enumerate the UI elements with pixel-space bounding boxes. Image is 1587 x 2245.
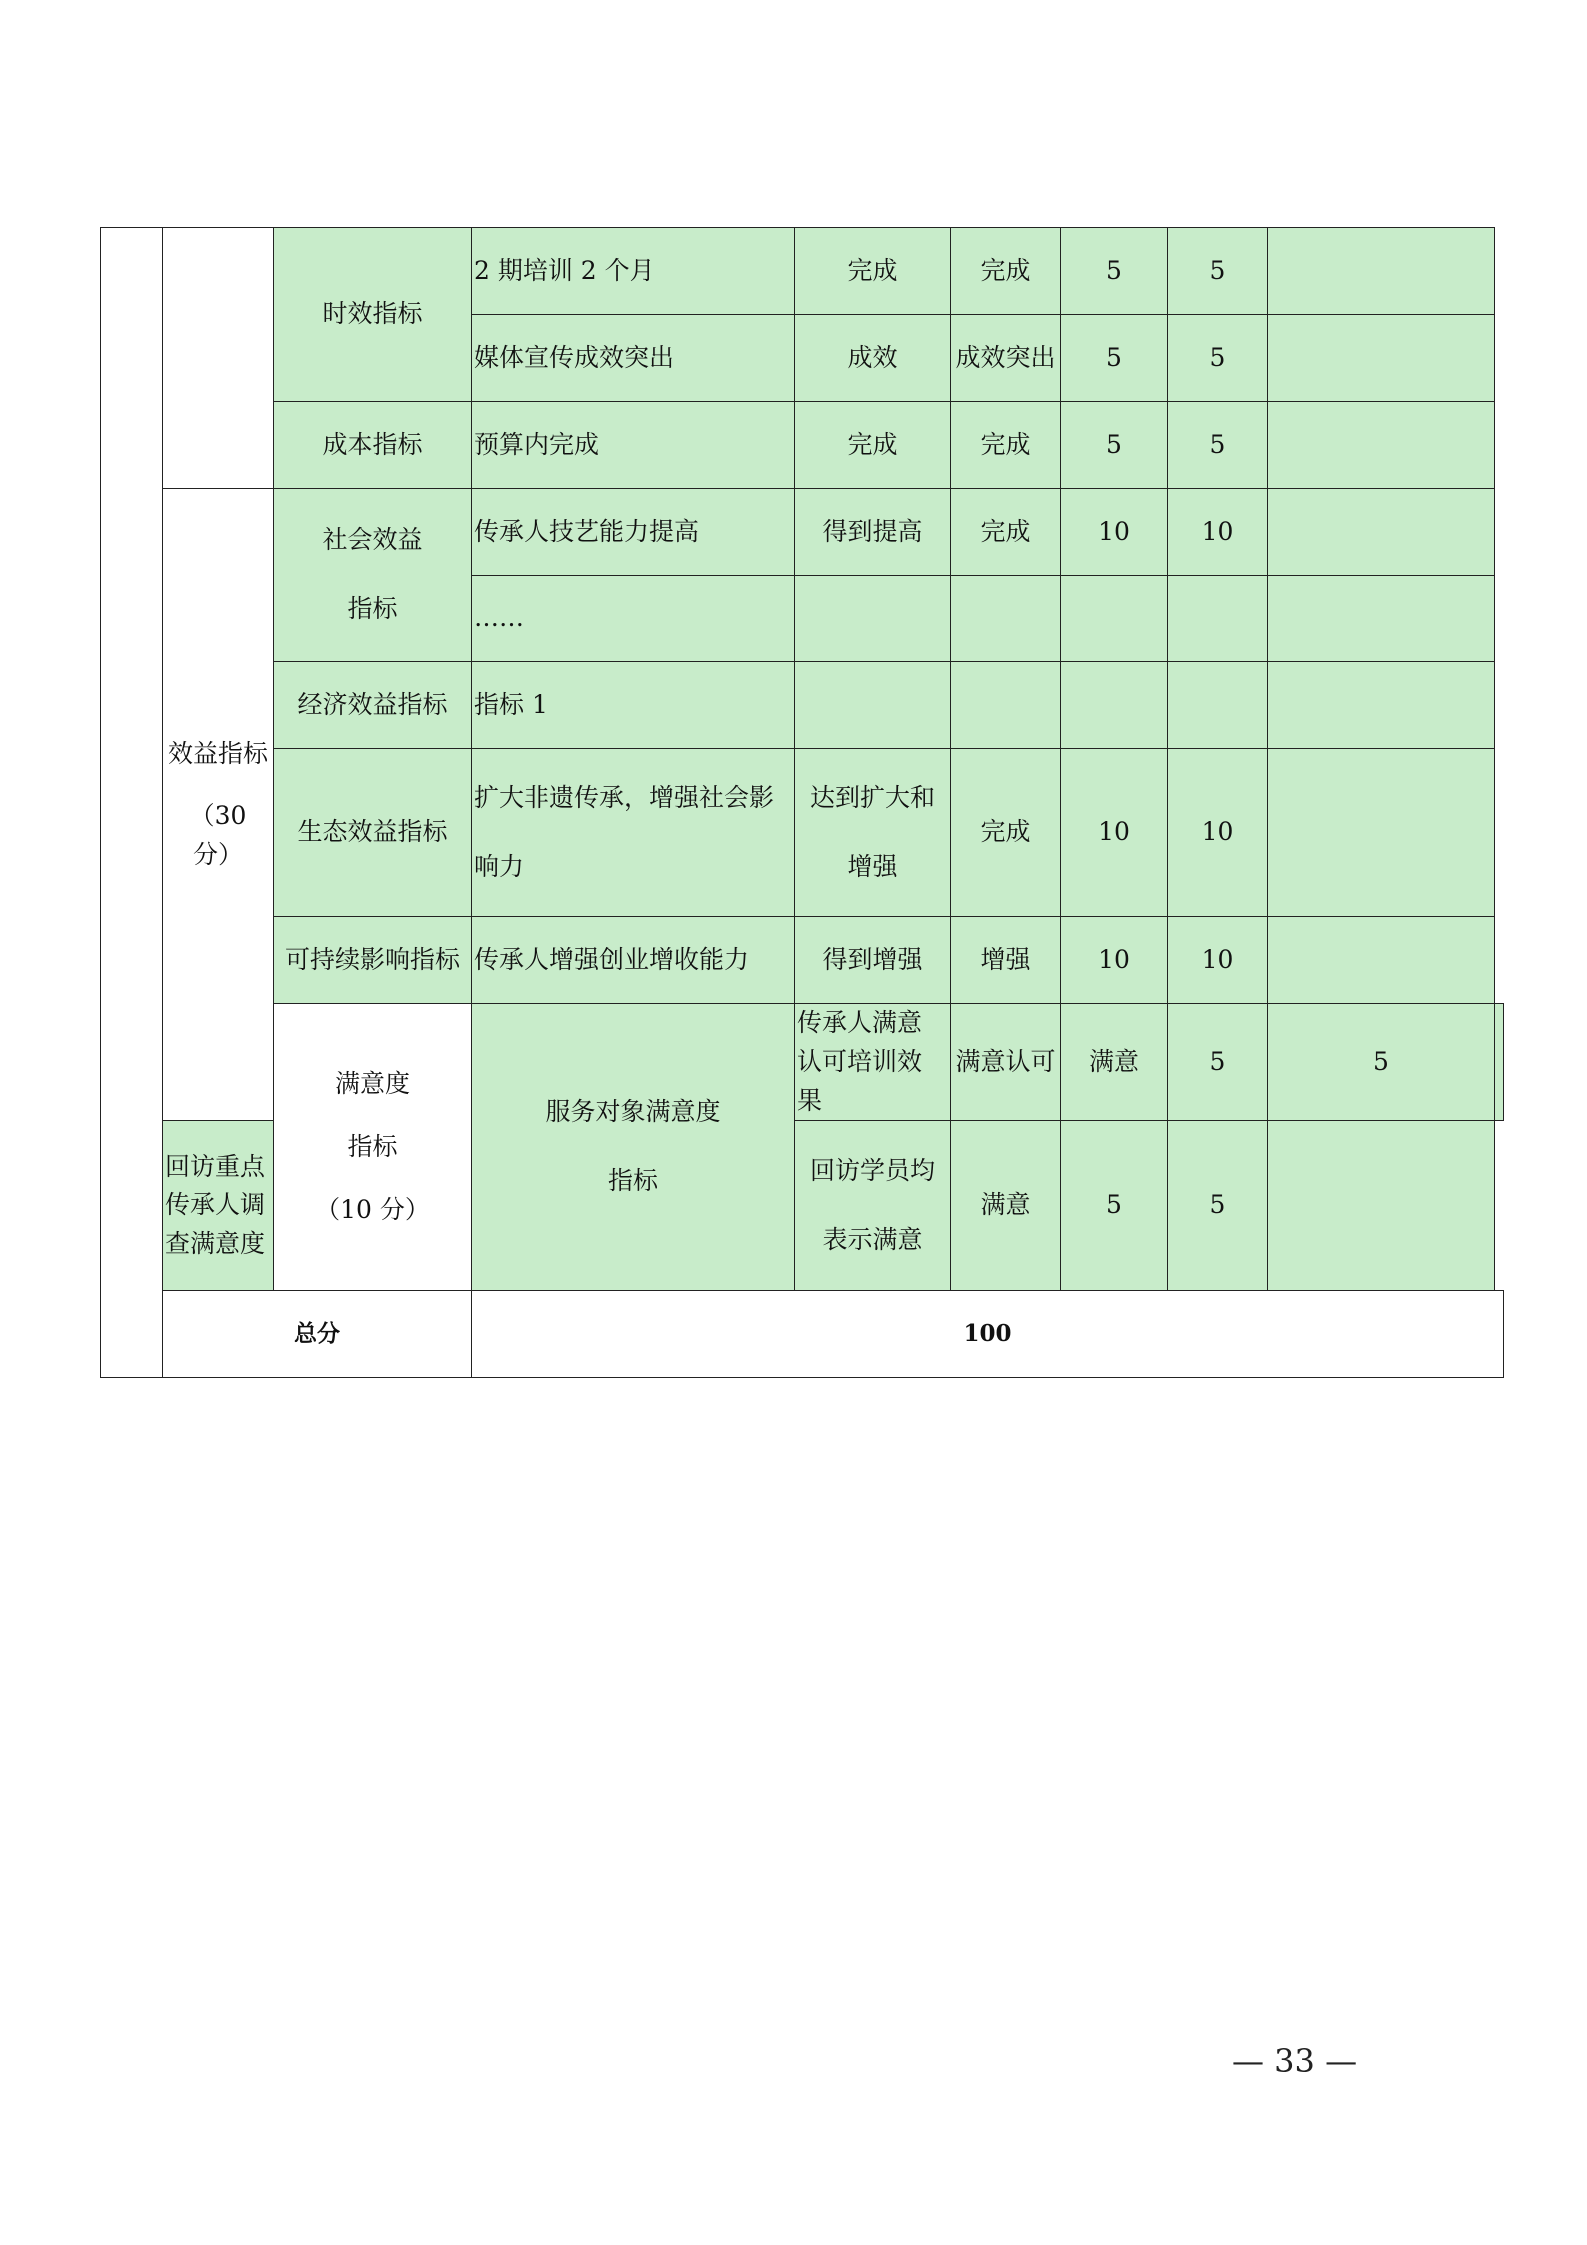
weight-value: 5	[1168, 1004, 1268, 1121]
remark-cell	[1268, 1121, 1495, 1291]
weight-value	[1061, 662, 1168, 749]
remark-cell	[1268, 576, 1495, 662]
target-value: 完成	[795, 402, 951, 489]
indicator-content: 传承人技艺能力提高	[472, 489, 795, 576]
target-value: 满意认可	[951, 1004, 1061, 1121]
target-value	[795, 662, 951, 749]
indicator-content: 传承人增强创业增收能力	[472, 917, 795, 1004]
indicator-content: ……	[472, 576, 795, 662]
remark-cell	[1268, 489, 1495, 576]
remark-cell	[1268, 315, 1495, 402]
score-value: 10	[1168, 917, 1268, 1004]
remark-cell	[1268, 228, 1495, 315]
service-satisfaction-line1: 服务对象满意度	[545, 1097, 721, 1127]
actual-value: 成效突出	[951, 315, 1061, 402]
target-value-line2: 增强	[847, 851, 898, 881]
remark-cell	[1268, 402, 1495, 489]
economic-benefit-indicator-label: 经济效益指标	[274, 662, 472, 749]
social-benefit-line2: 指标	[347, 594, 398, 623]
remark-cell	[1268, 662, 1495, 749]
sustainable-impact-indicator-label: 可持续影响指标	[274, 917, 472, 1004]
weight-value: 5	[1061, 1121, 1168, 1291]
indicator-content: 回访重点传承人调查满意度	[163, 1121, 274, 1291]
target-value: 完成	[795, 228, 951, 315]
actual-value: 完成	[951, 489, 1061, 576]
score-value: 5	[1168, 1121, 1268, 1291]
weight-value: 10	[1061, 489, 1168, 576]
service-satisfaction-line2: 指标	[607, 1166, 658, 1196]
indicator-content: 2 期培训 2 个月	[472, 228, 795, 315]
indicator-content-line2: 响力	[474, 851, 525, 881]
indicator-content: 媒体宣传成效突出	[472, 315, 795, 402]
service-satisfaction-indicator-label	[472, 1004, 795, 1291]
indicator-content-line1: 扩大非遗传承，增强社会影	[474, 782, 775, 812]
actual-value: 完成	[951, 228, 1061, 315]
score-value	[1168, 662, 1268, 749]
weight-value	[1061, 576, 1168, 662]
performance-indicator-table	[100, 227, 1504, 1378]
table-row	[101, 489, 1504, 576]
actual-value: 增强	[951, 917, 1061, 1004]
indicator-content: 预算内完成	[472, 402, 795, 489]
level2-output-continued-cell	[163, 228, 274, 489]
weight-value: 10	[1061, 917, 1168, 1004]
score-value: 5	[1168, 402, 1268, 489]
score-value: 5	[1168, 315, 1268, 402]
actual-value: 完成	[951, 749, 1061, 917]
score-value: 5	[1168, 228, 1268, 315]
level1-indicator-cell	[101, 228, 163, 1378]
target-value-line1: 达到扩大和	[809, 782, 935, 812]
satisfaction-indicator-group-label	[274, 1004, 472, 1291]
indicator-content: 指标 1	[472, 662, 795, 749]
ecological-benefit-indicator-label: 生态效益指标	[274, 749, 472, 917]
target-value-line1: 回访学员均	[809, 1156, 935, 1185]
target-value-line2: 表示满意	[822, 1224, 923, 1254]
cost-indicator-label: 成本指标	[274, 402, 472, 489]
weight-value: 5	[1061, 315, 1168, 402]
table-row	[101, 1004, 1504, 1121]
indicator-content: 传承人满意认可培训效果	[795, 1004, 951, 1121]
benefit-indicator-group-label	[163, 489, 274, 1121]
weight-value: 5	[1061, 402, 1168, 489]
score-value: 10	[1168, 749, 1268, 917]
actual-value	[951, 576, 1061, 662]
benefit-group-line2: （30 分）	[189, 801, 247, 869]
satisfaction-group-line3: （10 分）	[315, 1194, 430, 1224]
timeliness-indicator-label: 时效指标	[274, 228, 472, 402]
benefit-group-line1: 效益指标	[167, 738, 268, 768]
target-value: 成效	[795, 315, 951, 402]
remark-cell	[1495, 1004, 1504, 1121]
total-value: 100	[472, 1291, 1504, 1378]
remark-cell	[1268, 749, 1495, 917]
score-value: 10	[1168, 489, 1268, 576]
table-row	[101, 662, 1504, 749]
satisfaction-group-line1: 满意度	[334, 1069, 410, 1098]
score-value	[1168, 576, 1268, 662]
indicator-content	[472, 749, 795, 917]
social-benefit-line1: 社会效益	[322, 525, 423, 555]
table-row	[101, 228, 1504, 315]
actual-value: 满意	[951, 1121, 1061, 1291]
actual-value: 满意	[1061, 1004, 1168, 1121]
page-number: — 33 —	[1232, 2042, 1358, 2080]
score-value: 5	[1268, 1004, 1495, 1121]
target-value	[795, 576, 951, 662]
table-row	[101, 749, 1504, 917]
total-row	[101, 1291, 1504, 1378]
target-value: 得到增强	[795, 917, 951, 1004]
table-row	[101, 402, 1504, 489]
weight-value: 10	[1061, 749, 1168, 917]
total-label: 总分	[163, 1291, 472, 1378]
weight-value: 5	[1061, 228, 1168, 315]
remark-cell	[1268, 917, 1495, 1004]
social-benefit-indicator-label	[274, 489, 472, 662]
table-row	[101, 917, 1504, 1004]
actual-value: 完成	[951, 402, 1061, 489]
target-value	[795, 1121, 951, 1291]
target-value: 得到提高	[795, 489, 951, 576]
satisfaction-group-line2: 指标	[347, 1131, 398, 1161]
actual-value	[951, 662, 1061, 749]
target-value	[795, 749, 951, 917]
